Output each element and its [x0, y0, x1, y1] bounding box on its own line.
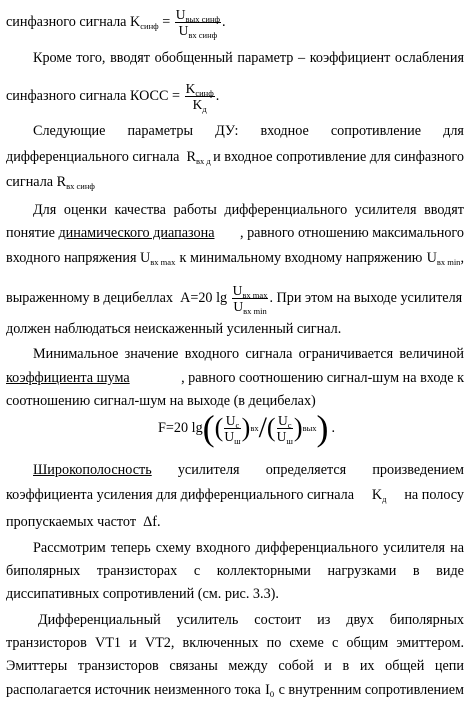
- dynamic-range-term: динамического диапазона: [58, 225, 215, 241]
- p3-line2: дифференциального сигнала $R_{вх д}$ и входное сопротивление для синфазного: [6, 149, 464, 166]
- k-symbol: $K_{синф}$ =: [130, 13, 171, 31]
- bandwidth-term: Широкополосность: [33, 462, 152, 478]
- formula-line-ksinf: синфазного сигнала $K_{синф}$ = $\frac{U_{вых синф}}{U_{вх синф}}$ .: [6, 7, 226, 40]
- noise-formula: F=20 lg ( ( $\frac{U_с}{U_ш}$ ) вх / ( $\frac{U_с}{U_ш}$ ) вых ) .: [158, 408, 336, 448]
- p6-line3: пропускаемых частот Δf.: [6, 514, 161, 530]
- p5-line1: Минимальное значение входного сигнала ограничивается величиной: [33, 346, 464, 362]
- p3-line1: Следующие параметры ДУ: входное сопротивление для: [33, 123, 464, 139]
- p4-line2: понятие динамического диапазона , равного отношению максимального: [6, 225, 464, 241]
- p8-line4: располагается источник неизменного тока $I_0$ с внутренним сопротивлением: [6, 682, 464, 699]
- p6-line1: Широкополосность усилителя определяется произведением: [33, 459, 464, 481]
- p4-line3: входного напряжения $U_{вх max}$ к минимальному входному напряжению $U_{вх min}$,: [6, 250, 464, 267]
- p7-line1: Рассмотрим теперь схему входного дифференциального усилителя на: [33, 540, 464, 556]
- noise-factor-term: коэффициента шума: [6, 370, 130, 386]
- a-formula: A=20 lg: [180, 289, 228, 306]
- fraction-kocc: $\frac{K_{синф}}{K_д}$: [185, 81, 214, 114]
- kocc-label: КОСС =: [130, 87, 181, 104]
- p3-line3: сигнала $R_{вх синф}$: [6, 174, 95, 191]
- p5-line2: коэффициента шума , равного соотношению сигнал-шум на входе к: [6, 367, 464, 389]
- p8-line3: Эмиттеры транзисторов связаны между собой и в их общей цепи: [6, 658, 464, 674]
- fraction-ksinf: $\frac{U_{вых синф}}{U_{вх синф}}$: [175, 7, 221, 40]
- p6-line2: коэффициента усиления для дифференциального сигнала $K_д$ на полосу: [6, 487, 464, 504]
- p8-line1: Дифференциальный усилитель состоит из двух биполярных: [38, 612, 464, 628]
- p5-line3: соотношению сигнал-шум на выходе (в децибелах): [6, 393, 316, 409]
- p8-line2: транзисторов VT1 и VT2, включенных по схеме с общим эмиттером.: [6, 635, 464, 651]
- p4-line4: выраженному в децибеллах A=20 lg $\frac{U_{вх max}}{U_{вх min}}$ . При этом на выходе усилителя: [6, 283, 463, 316]
- p7-line3: диссипативных сопротивлений (см. рис. 3.3).: [6, 586, 279, 602]
- fraction-dynamic-range: $\frac{U_{вх max}}{U_{вх min}}$: [232, 283, 268, 316]
- p7-line2: биполярных транзисторах с коллекторными нагрузками в виде: [6, 563, 464, 579]
- p4-line1: Для оценки качества работы дифференциального усилителя вводят: [33, 202, 464, 218]
- p4-line5: должен наблюдаться неискаженный усиленный сигнал.: [6, 321, 342, 337]
- p2-line1: Кроме того, вводят обобщенный параметр – коэффициент ослабления: [33, 50, 464, 66]
- p2-line2: синфазного сигнала КОСС = $\frac{K_{синф}}{K_д}$ .: [6, 81, 220, 114]
